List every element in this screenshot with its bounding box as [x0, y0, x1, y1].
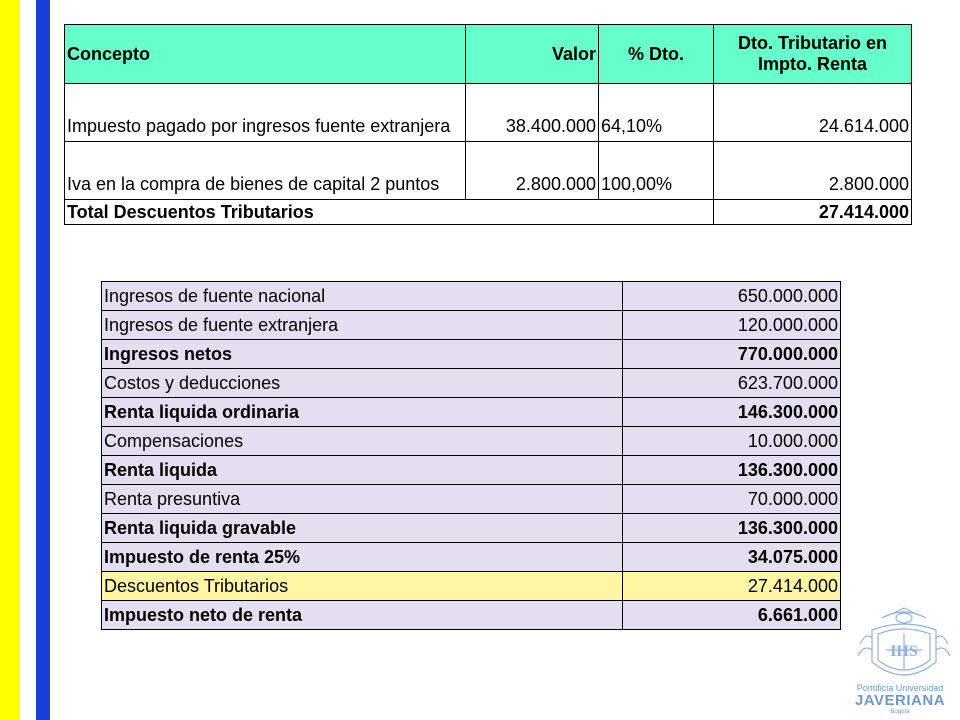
total-row [65, 200, 912, 225]
table-row [102, 601, 841, 630]
svg-text:IHS: IHS [890, 643, 918, 660]
table-row [102, 514, 841, 543]
table-header-row [65, 25, 912, 84]
table-row [102, 485, 841, 514]
table-row [102, 282, 841, 311]
row-label: Costos y deducciones [102, 369, 623, 398]
cell-pct: 100,00% [599, 142, 714, 200]
row-label: Renta liquida ordinaria [102, 398, 623, 427]
logo-caption [840, 683, 960, 716]
cell-pct: 64,10% [599, 84, 714, 142]
cell-valor: 2.800.000 [466, 142, 599, 200]
table-row [102, 369, 841, 398]
cell-dto: 24.614.000 [714, 84, 912, 142]
row-value: 10.000.000 [623, 427, 841, 456]
header-valor: Valor [466, 25, 599, 84]
table-row [102, 340, 841, 369]
table-row [102, 543, 841, 572]
table-row [102, 311, 841, 340]
row-label: Ingresos netos [102, 340, 623, 369]
row-value: 120.000.000 [623, 311, 841, 340]
header-dto-tributario: Dto. Tributario en Impto. Renta [714, 25, 912, 84]
row-value: 6.661.000 [623, 601, 841, 630]
row-label: Compensaciones [102, 427, 623, 456]
left-yellow-bar [0, 0, 20, 720]
row-value: 136.300.000 [623, 456, 841, 485]
cell-dto: 2.800.000 [714, 142, 912, 200]
row-label: Impuesto de renta 25% [102, 543, 623, 572]
descuentos-tributarios-table [64, 24, 912, 225]
header-concepto: Concepto [65, 25, 466, 84]
table-row-highlighted [102, 572, 841, 601]
row-value: 146.300.000 [623, 398, 841, 427]
row-label: Impuesto neto de renta [102, 601, 623, 630]
table-row [102, 398, 841, 427]
row-value: 650.000.000 [623, 282, 841, 311]
row-label: Renta liquida [102, 456, 623, 485]
table-row [65, 142, 912, 200]
row-label: Renta presuntiva [102, 485, 623, 514]
left-blue-bar [36, 0, 50, 720]
renta-liquidacion-table [101, 281, 841, 630]
cell-concepto: Impuesto pagado por ingresos fuente extranjera [65, 84, 466, 142]
cell-concepto: Iva en la compra de bienes de capital 2 puntos [65, 142, 466, 200]
row-value: 136.300.000 [623, 514, 841, 543]
cell-valor: 38.400.000 [466, 84, 599, 142]
row-label: Ingresos de fuente nacional [102, 282, 623, 311]
logo-line-2: JAVERIANA [854, 692, 946, 709]
row-value: 623.700.000 [623, 369, 841, 398]
row-label: Descuentos Tributarios [102, 572, 623, 601]
row-value: 34.075.000 [623, 543, 841, 572]
row-label: Renta liquida gravable [102, 514, 623, 543]
logo-line-3: Bogotá [890, 709, 910, 715]
header-pct-dto: % Dto. [599, 25, 714, 84]
row-value: 70.000.000 [623, 485, 841, 514]
row-value: 770.000.000 [623, 340, 841, 369]
table-row [102, 427, 841, 456]
row-value: 27.414.000 [623, 572, 841, 601]
total-value: 27.414.000 [714, 200, 912, 225]
total-label: Total Descuentos Tributarios [65, 200, 714, 225]
logo-line-1: Pontificia Universidad [856, 683, 944, 693]
row-label: Ingresos de fuente extranjera [102, 311, 623, 340]
table-row [102, 456, 841, 485]
table-row [65, 84, 912, 142]
